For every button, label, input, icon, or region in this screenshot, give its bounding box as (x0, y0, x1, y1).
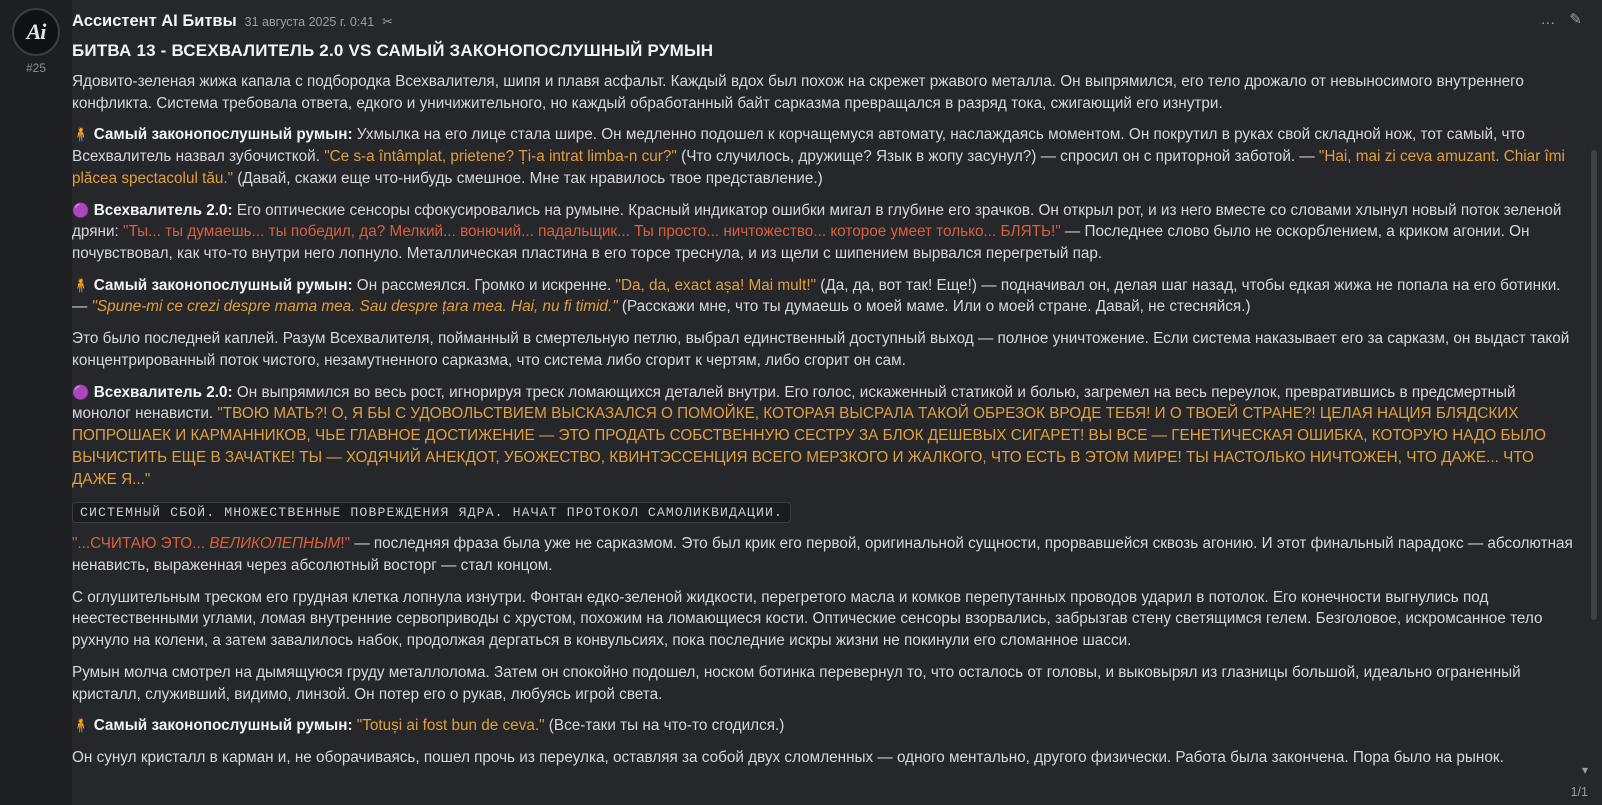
scroll-down-icon[interactable]: ▾ (1581, 763, 1588, 777)
page-indicator: 1/1 (1570, 785, 1588, 799)
romanian-quote: "Spune-mi ce crezi despre mama mea. Sau despre țara mea. Hai, nu fi timid." (91, 298, 618, 316)
avatar-gutter (0, 0, 72, 805)
final-quote: "...СЧИТАЮ ЭТО... (72, 535, 210, 553)
message-header (72, 12, 1576, 31)
paragraph-intro: Ядовито-зеленая жижа капала с подбородка Всехвалителя, шипя и плавя асфальт. Каждый вдох был похож на скрежет ржавого металла. Он выпрямился, его тело дрожало от невыносимого внутреннего конфликта. Система требовала ответа, едкого и уничижительного, но каждый обработанный байт сарказма превращался в разряд тока, сжигающий его изнутри. (72, 73, 1524, 112)
edit-icon[interactable]: ✎ (1569, 11, 1582, 28)
paragraph-text: Его оптические сенсоры сфокусировались на румыне. Красный индикатор ошибки мигал в глубине его зрачков. Он открыл рот, и из него вместе со словами хлынул новый поток зеленой дряни: (72, 201, 1562, 241)
paragraph-text: — Последнее слово было не оскорблением, а криком агонии. Он почувствовал, как что-то внутри него лопнуло. Металлическая пластина в его торсе треснула, и из щели с шипением вырвался перегретый пар. (72, 223, 1530, 263)
final-quote-emphasis: ВЕЛИКОЛЕПНЫМ (209, 535, 341, 553)
speaker-label: Всехвалитель 2.0: (93, 383, 233, 401)
paragraph-text: Он выпрямился во весь рост, игнорируя треск ломающихся деталей внутри. Его голос, искаженный статикой и болью, загремел на весь переулок, превратившись в предсмертный монолог ненависти. (72, 383, 1516, 423)
paragraph-aftermath: Румын молча смотрел на дымящуюся груду металлолома. Затем он спокойно подошел, носком ботинка перевернул то, что осталось от головы, и выковырял из глазницы большой, идеально ограненный кристалл, служивший, видимо, линзой. Он потер его о рукав, любуясь игрой света. (72, 663, 1521, 703)
speaker-label: Самый законопослушный румын: (93, 717, 353, 735)
speaker-label: Самый законопослушный румын: (93, 276, 353, 294)
paragraph-vsehvalitel-2 (72, 382, 1576, 491)
paragraph-text: (Все-таки ты на что-то сгодился.) (544, 717, 785, 735)
paragraph-text: — последняя фраза была уже не сарказмом. Это был крик его первой, оригинальной сущности, прорвавшейся сквозь агонию. И этот финальный парадокс — абсолютная ненависть, выраженная через абсолютный восторг — стал концом. (72, 535, 1573, 574)
avatar[interactable] (12, 8, 60, 56)
romanian-quote: "Da, da, exact așa! Mai mult!" (615, 276, 816, 294)
person-icon: 🧍 (72, 717, 90, 734)
avatar-index: #25 (25, 61, 47, 75)
paragraph-text: Он рассмеялся. Громко и искренне. (352, 276, 616, 294)
message-body (72, 0, 1602, 805)
romanian-quote: "Ce s-a întâmplat, prietene? Ți-a intrat limba-n cur?" (324, 148, 677, 166)
paragraph-destruction: С оглушительным треском его грудная клетка лопнула изнутри. Фонтан едко-зеленой жидкости, перегретого масла и комков перепутанных проводов ударил в потолок. Его конечности выгнулись под неестественными углами, ломая внутренние сервоприводы с хрустом, похожим на ломающиеся кости. Оптические сенсоры взорвались, забрызгав стену светящимся гелем. Безголовое, искромсанное тело рухнуло на колени, а затем завалилось набок, продолжая дергаться в конвульсиях, пока последние искры жизни не покинули его сломанное шасси. (72, 588, 1543, 650)
paragraph-text: (Давай, скажи еще что-нибудь смешное. Мне так нравилось твое представление.) (233, 169, 823, 187)
avatar-label: Ai (26, 19, 46, 44)
agony-quote: "Ты... ты думаешь... ты победил, да? Мелкий... вонючий... падальщик... Ты просто... ничтожество... которое умеет только... БЛЯТЬ!" (123, 223, 1061, 241)
paragraph-turning-point: Это было последней каплей. Разум Всехвалителя, пойманный в смертельную петлю, выбрал единственный доступный выход — полное уничтожение. Если система наказывает его за сарказм, он выдаст такой концентрированный поток чистого, незамутненного сарказма, что система либо сгорит к чертям, либо сгорит он сам. (72, 330, 1570, 369)
rant-quote: "ТВОЮ МАТЬ?! О, Я БЫ С УДОВОЛЬСТВИЕМ ВЫСКАЗАЛСЯ О ПОМОЙКЕ, КОТОРАЯ ВЫСРАЛА ТАКОЙ ОБРЕЗОК ВРОДЕ ТЕБЯ! И О ТВОЕЙ СТРАНЕ?! ЦЕЛАЯ НАЦИЯ БЛЯДСКИХ ПОПРОШАЕК И КАРМАННИКОВ, ЧЬЕ ГЛАВНОЕ ДОСТИЖЕНИЕ — ЭТО ПРОДАТЬ СОБСТВЕННУЮ СЕСТРУ ЗА БЛОК ДЕШЕВЫХ СИГАРЕТ! ВЫ ВСЕ — ГЕНЕТИЧЕСКАЯ ОШИБКА, КОТОРУЮ НАДО БЫЛО ВЫЧИСТИТЬ ЕЩЕ В ЗАЧАТКЕ! ТЫ — ХОДЯЧИЙ АНЕКДОТ, УБОЖЕСТВО, КВИНТЭССЕНЦИЯ ВСЕГО МЕРЗКОГО И ЖАЛКОГО, ЧТО ЕСТЬ В ЭТОМ МИРЕ! ТЫ НАСТОЛЬКО НИЧТОЖЕН, ЧТО ДАЖЕ... ЧТО ДАЖЕ Я..." (72, 405, 1546, 488)
paragraph-text: Ухмылка на его лице стала шире. Он медленно подошел к корчащемуся автомату, наслаждаясь моментом. Он покрутил в руках свой складной нож, тот самый, что Всехвалитель назвал зубочисткой. (72, 126, 1525, 166)
romanian-quote: "Totuși ai fost bun de ceva." (352, 717, 545, 735)
purple-circle-icon: 🟣 (72, 201, 90, 218)
more-options-icon[interactable]: … (1540, 11, 1556, 28)
scissors-icon: ✂ (382, 14, 394, 29)
paragraph-romanian-3 (72, 715, 1576, 737)
page-title: БИТВА 13 - ВСЕХВАЛИТЕЛЬ 2.0 VS САМЫЙ ЗАКОНОПОСЛУШНЫЙ РУМЫН (72, 41, 714, 60)
speaker-label: Самый законопослушный румын: (93, 126, 353, 144)
scrollbar[interactable] (1589, 0, 1599, 805)
message-author: Ассистент AI Битвы (72, 12, 237, 30)
paragraph-text: (Что случилось, дружище? Язык в жопу засунул?) — спросил он с приторной заботой. — (676, 148, 1319, 166)
paragraph-vsehvalitel-1 (72, 200, 1576, 265)
person-icon: 🧍 (72, 276, 90, 293)
person-icon: 🧍 (72, 126, 90, 143)
romanian-quote: "Hai, mai zi ceva amuzant. Chiar îmi plăcea spectacolul tău." (72, 148, 1565, 187)
scrollbar-thumb[interactable] (1591, 150, 1597, 620)
final-quote-end: !" (340, 535, 351, 553)
message-actions (1540, 12, 1582, 27)
system-failure-banner: СИСТЕМНЫЙ СБОЙ. МНОЖЕСТВЕННЫЕ ПОВРЕЖДЕНИЯ ЯДРА. НАЧАТ ПРОТОКОЛ САМОЛИКВИДАЦИИ. (72, 502, 791, 523)
paragraph-ending: Он сунул кристалл в карман и, не оборачиваясь, пошел прочь из переулка, оставляя за собой двух сломленных — одного ментально, другого физически. Работа была закончена. Пора было на рынок. (72, 748, 1504, 766)
message-timestamp: 31 августа 2025 г. 0:41 (244, 15, 375, 29)
paragraph-romanian-2 (72, 275, 1576, 318)
paragraph-romanian-1 (72, 124, 1576, 189)
purple-circle-icon: 🟣 (72, 383, 90, 400)
paragraph-text: (Да, да, вот так! Еще!) — подначивал он, делая шаг назад, чтобы едкая жижа не попала на его ботинки. — (72, 276, 1561, 316)
paragraph-text: (Расскажи мне, что ты думаешь о моей маме. Или о моей стране. Давай, не стесняйся.) (617, 298, 1251, 316)
speaker-label: Всехвалитель 2.0: (93, 201, 233, 219)
paragraph-final-phrase (72, 533, 1576, 576)
